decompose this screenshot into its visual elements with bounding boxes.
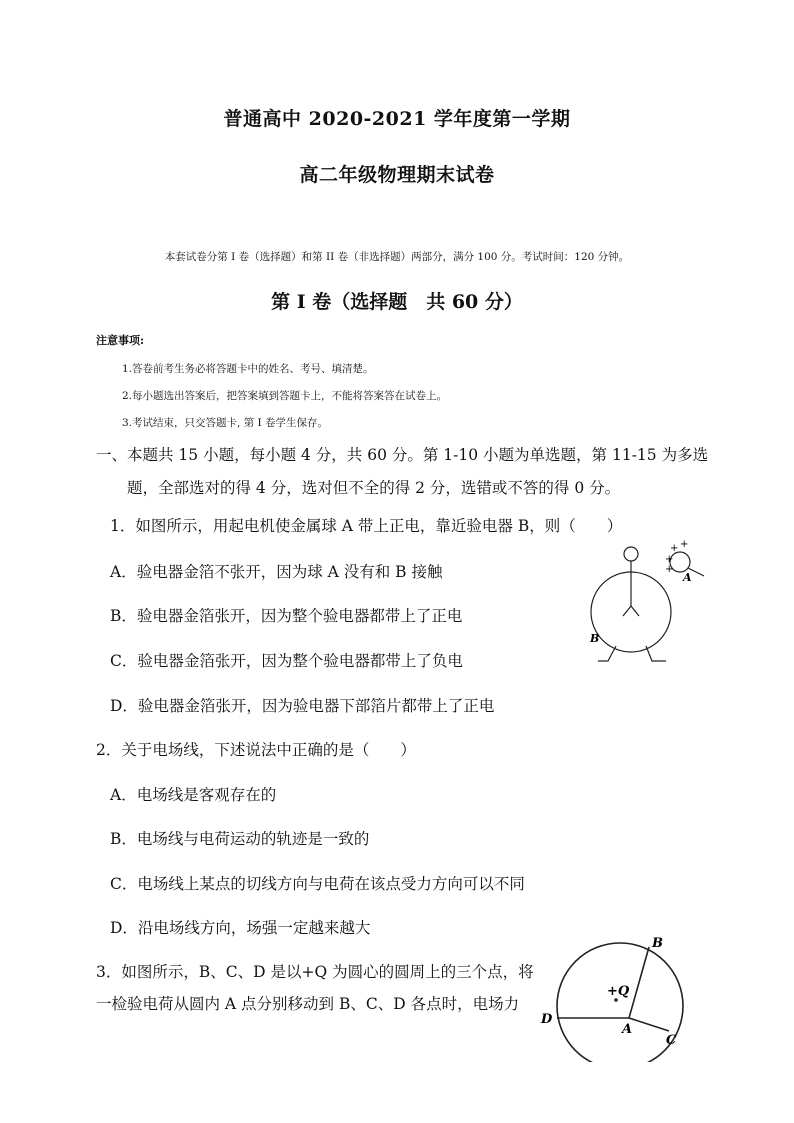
question-1-option-b: B．验电器金箔张开，因为整个验电器都带上了正电 <box>110 607 463 625</box>
label-a: A <box>683 571 692 584</box>
label-c-point: C <box>666 1033 677 1048</box>
part1-instructions-line1: 一、本题共 15 小题，每小题 4 分，共 60 分。第 1-10 小题为单选题，第 11-15 为多选 <box>96 446 709 464</box>
equipotential-circle <box>557 943 683 1062</box>
label-d-point: D <box>541 1012 553 1027</box>
question-2-option-b: B．电场线与电荷运动的轨迹是一致的 <box>110 830 370 848</box>
question-1-option-c: C．验电器金箔张开，因为整个验电器都带上了负电 <box>110 652 463 670</box>
electroscope-knob <box>624 547 638 561</box>
exam-intro: 本套试卷分第 I 卷（选择题）和第 II 卷（非选择题）两部分，满分 100 分。考试时间：120 分钟。 <box>164 251 630 263</box>
note-item-2: 2.每小题选出答案后，把答案填到答题卡上，不能将答案答在试卷上。 <box>122 390 448 402</box>
label-q: +Q <box>607 984 630 999</box>
electroscope-leaf-left <box>623 606 631 616</box>
circle-field-figure <box>536 932 696 1062</box>
question-2-stem: 2．关于电场线，下述说法中正确的是（ ） <box>96 741 416 759</box>
electroscope-leaf-right <box>631 606 639 616</box>
electroscope-figure <box>580 540 710 670</box>
charge-plus-2: + <box>670 543 679 554</box>
exam-title-line2: 高二年级物理期末试卷 <box>299 164 495 186</box>
exam-title-line1: 普通高中 2020-2021 学年度第一学期 <box>223 108 571 130</box>
question-1-stem: 1．如图所示，用起电机使金属球 A 带上正电，靠近验电器 B，则（ ） <box>110 517 623 535</box>
question-1-option-a: A．验电器金箔不张开，因为球 A 没有和 B 接触 <box>110 563 443 581</box>
question-2-option-a: A．电场线是客观存在的 <box>110 786 277 804</box>
charge-plus-1: + <box>665 554 674 565</box>
charge-plus-4: + <box>665 564 674 575</box>
note-item-3: 3.考试结束，只交答题卡, 第 I 卷学生保存。 <box>122 417 329 429</box>
label-a-point: A <box>622 1022 633 1037</box>
question-2-option-c: C．电场线上某点的切线方向与电荷在该点受力方向可以不同 <box>110 875 525 893</box>
question-1-option-d: D．验电器金箔张开，因为验电器下部箔片都带上了正电 <box>110 697 495 715</box>
charge-plus-3: + <box>680 540 689 550</box>
question-2-option-d: D．沿电场线方向，场强一定越来越大 <box>110 919 371 937</box>
notes-heading: 注意事项: <box>96 334 145 347</box>
segment-a-b <box>629 947 649 1018</box>
segment-a-c <box>629 1018 669 1031</box>
part1-instructions-line2: 题，全部选对的得 4 分，选对但不全的得 2 分，选错或不答的得 0 分。 <box>127 479 621 497</box>
question-3-stem-line2: 一检验电荷从圆内 A 点分别移动到 B、C、D 各点时，电场力 <box>96 995 520 1013</box>
label-b-point: B <box>652 936 663 951</box>
label-b: B <box>590 632 600 645</box>
section-title: 第 I 卷（选择题 共 60 分） <box>271 291 523 313</box>
note-item-1: 1.答卷前考生务必将答题卡中的姓名、考号、填清楚。 <box>122 363 374 375</box>
question-3-stem-line1: 3．如图所示，B、C、D 是以+Q 为圆心的圆周上的三个点，将 <box>96 963 534 981</box>
